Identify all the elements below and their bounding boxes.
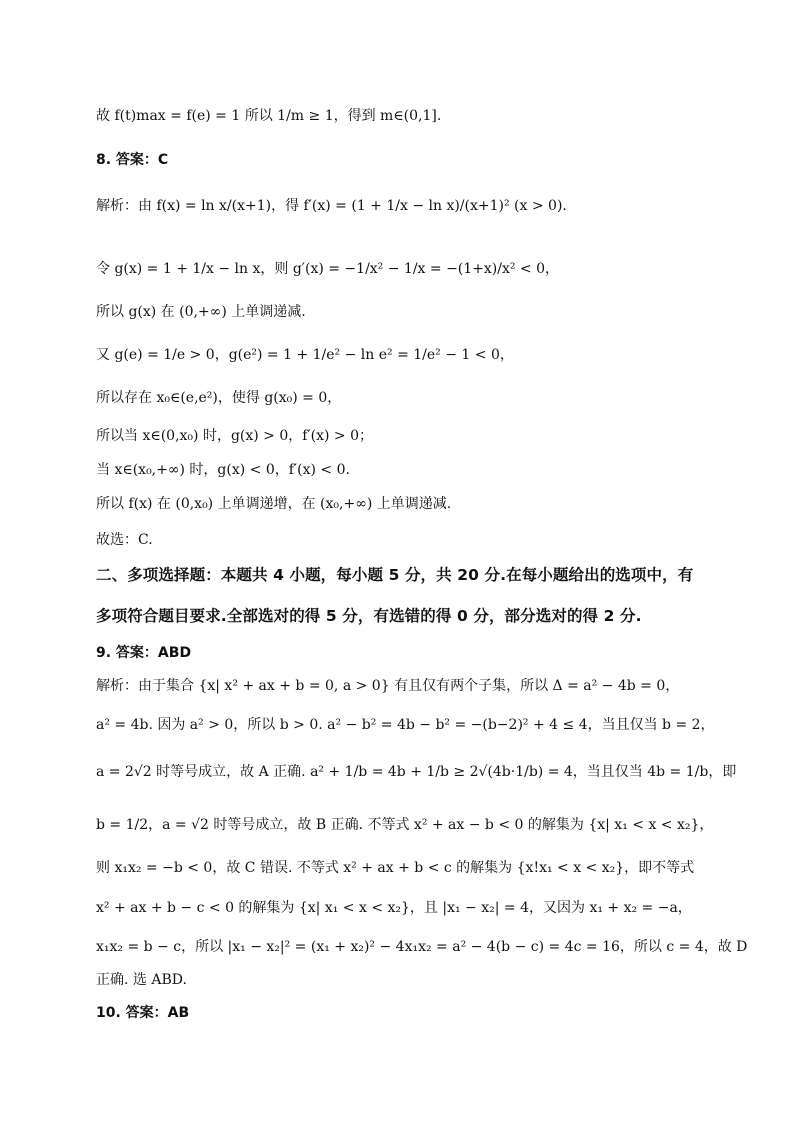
- answer-8-heading: 8. 答案：C: [96, 152, 169, 168]
- answer-10-heading: 10. 答案：AB: [96, 1005, 190, 1021]
- text-line-20: x² + ax + b − c < 0 的解集为 {x| x₁ < x < x₂}，且 |x₁ − x₂| = 4，又因为 x₁ + x₂ = −a，: [96, 900, 692, 916]
- text-line-4: 令 g(x) = 1 + 1/x − ln x，则 g′(x) = −1/x² − 1/x = −(1+x)/x² < 0，: [96, 261, 560, 277]
- answer-9-heading: 9. 答案：ABD: [96, 645, 192, 661]
- text-line-18: b = 1/2，a = √2 时等号成立，故 B 正确. 不等式 x² + ax − b < 0 的解集为 {x| x₁ < x < x₂}，: [96, 817, 714, 833]
- text-line-16: a² = 4b. 因为 a² > 0，所以 b > 0. a² − b² = 4b − b² = −(b−2)² + 4 ≤ 4，当且仅当 b = 2，: [96, 717, 715, 733]
- text-line-19: 则 x₁x₂ = −b < 0，故 C 错误. 不等式 x² + ax + b < c 的解集为 {x!x₁ < x < x₂}，即不等式: [96, 860, 695, 876]
- text-line-1: 故 f(t)max = f(e) = 1 所以 1/m ≥ 1，得到 m∈(0,1].: [96, 108, 442, 124]
- text-line-15: 解析：由于集合 {x| x² + ax + b = 0, a > 0} 有且仅有两个子集，所以 Δ = a² − 4b = 0，: [96, 678, 680, 694]
- text-line-8: 所以当 x∈(0,x₀) 时，g(x) > 0，f′(x) > 0；: [96, 428, 373, 444]
- section-heading-line-1: 二、多项选择题：本题共 4 小题，每小题 5 分，共 20 分.在每小题给出的选项中，有: [96, 566, 694, 584]
- text-line-5: 所以 g(x) 在 (0,+∞) 上单调递减.: [96, 304, 306, 320]
- text-line-21: x₁x₂ = b − c，所以 |x₁ − x₂|² = (x₁ + x₂)² − 4x₁x₂ = a² − 4(b − c) = 4c = 16，所以 c = 4，故 D: [96, 939, 748, 955]
- text-line-17: a = 2√2 时等号成立，故 A 正确. a² + 1/b = 4b + 1/b ≥ 2√(4b·1/b) = 4，当且仅当 4b = 1/b，即: [96, 764, 737, 780]
- text-line-7: 所以存在 x₀∈(e,e²)，使得 g(x₀) = 0，: [96, 390, 342, 406]
- text-line-11: 故选：C.: [96, 532, 153, 548]
- text-line-22: 正确. 选 ABD.: [96, 972, 187, 988]
- section-heading-line-2: 多项符合题目要求.全部选对的得 5 分，有选错的得 0 分，部分选对的得 2 分.: [96, 607, 642, 625]
- text-line-6: 又 g(e) = 1/e > 0，g(e²) = 1 + 1/e² − ln e² = 1/e² − 1 < 0，: [96, 347, 514, 363]
- text-line-10: 所以 f(x) 在 (0,x₀) 上单调递增，在 (x₀,+∞) 上单调递减.: [96, 496, 452, 512]
- text-line-3: 解析：由 f(x) = ln x/(x+1)，得 f′(x) = (1 + 1/x − ln x)/(x+1)² (x > 0).: [96, 198, 567, 214]
- text-line-9: 当 x∈(x₀,+∞) 时，g(x) < 0，f′(x) < 0.: [96, 462, 350, 478]
